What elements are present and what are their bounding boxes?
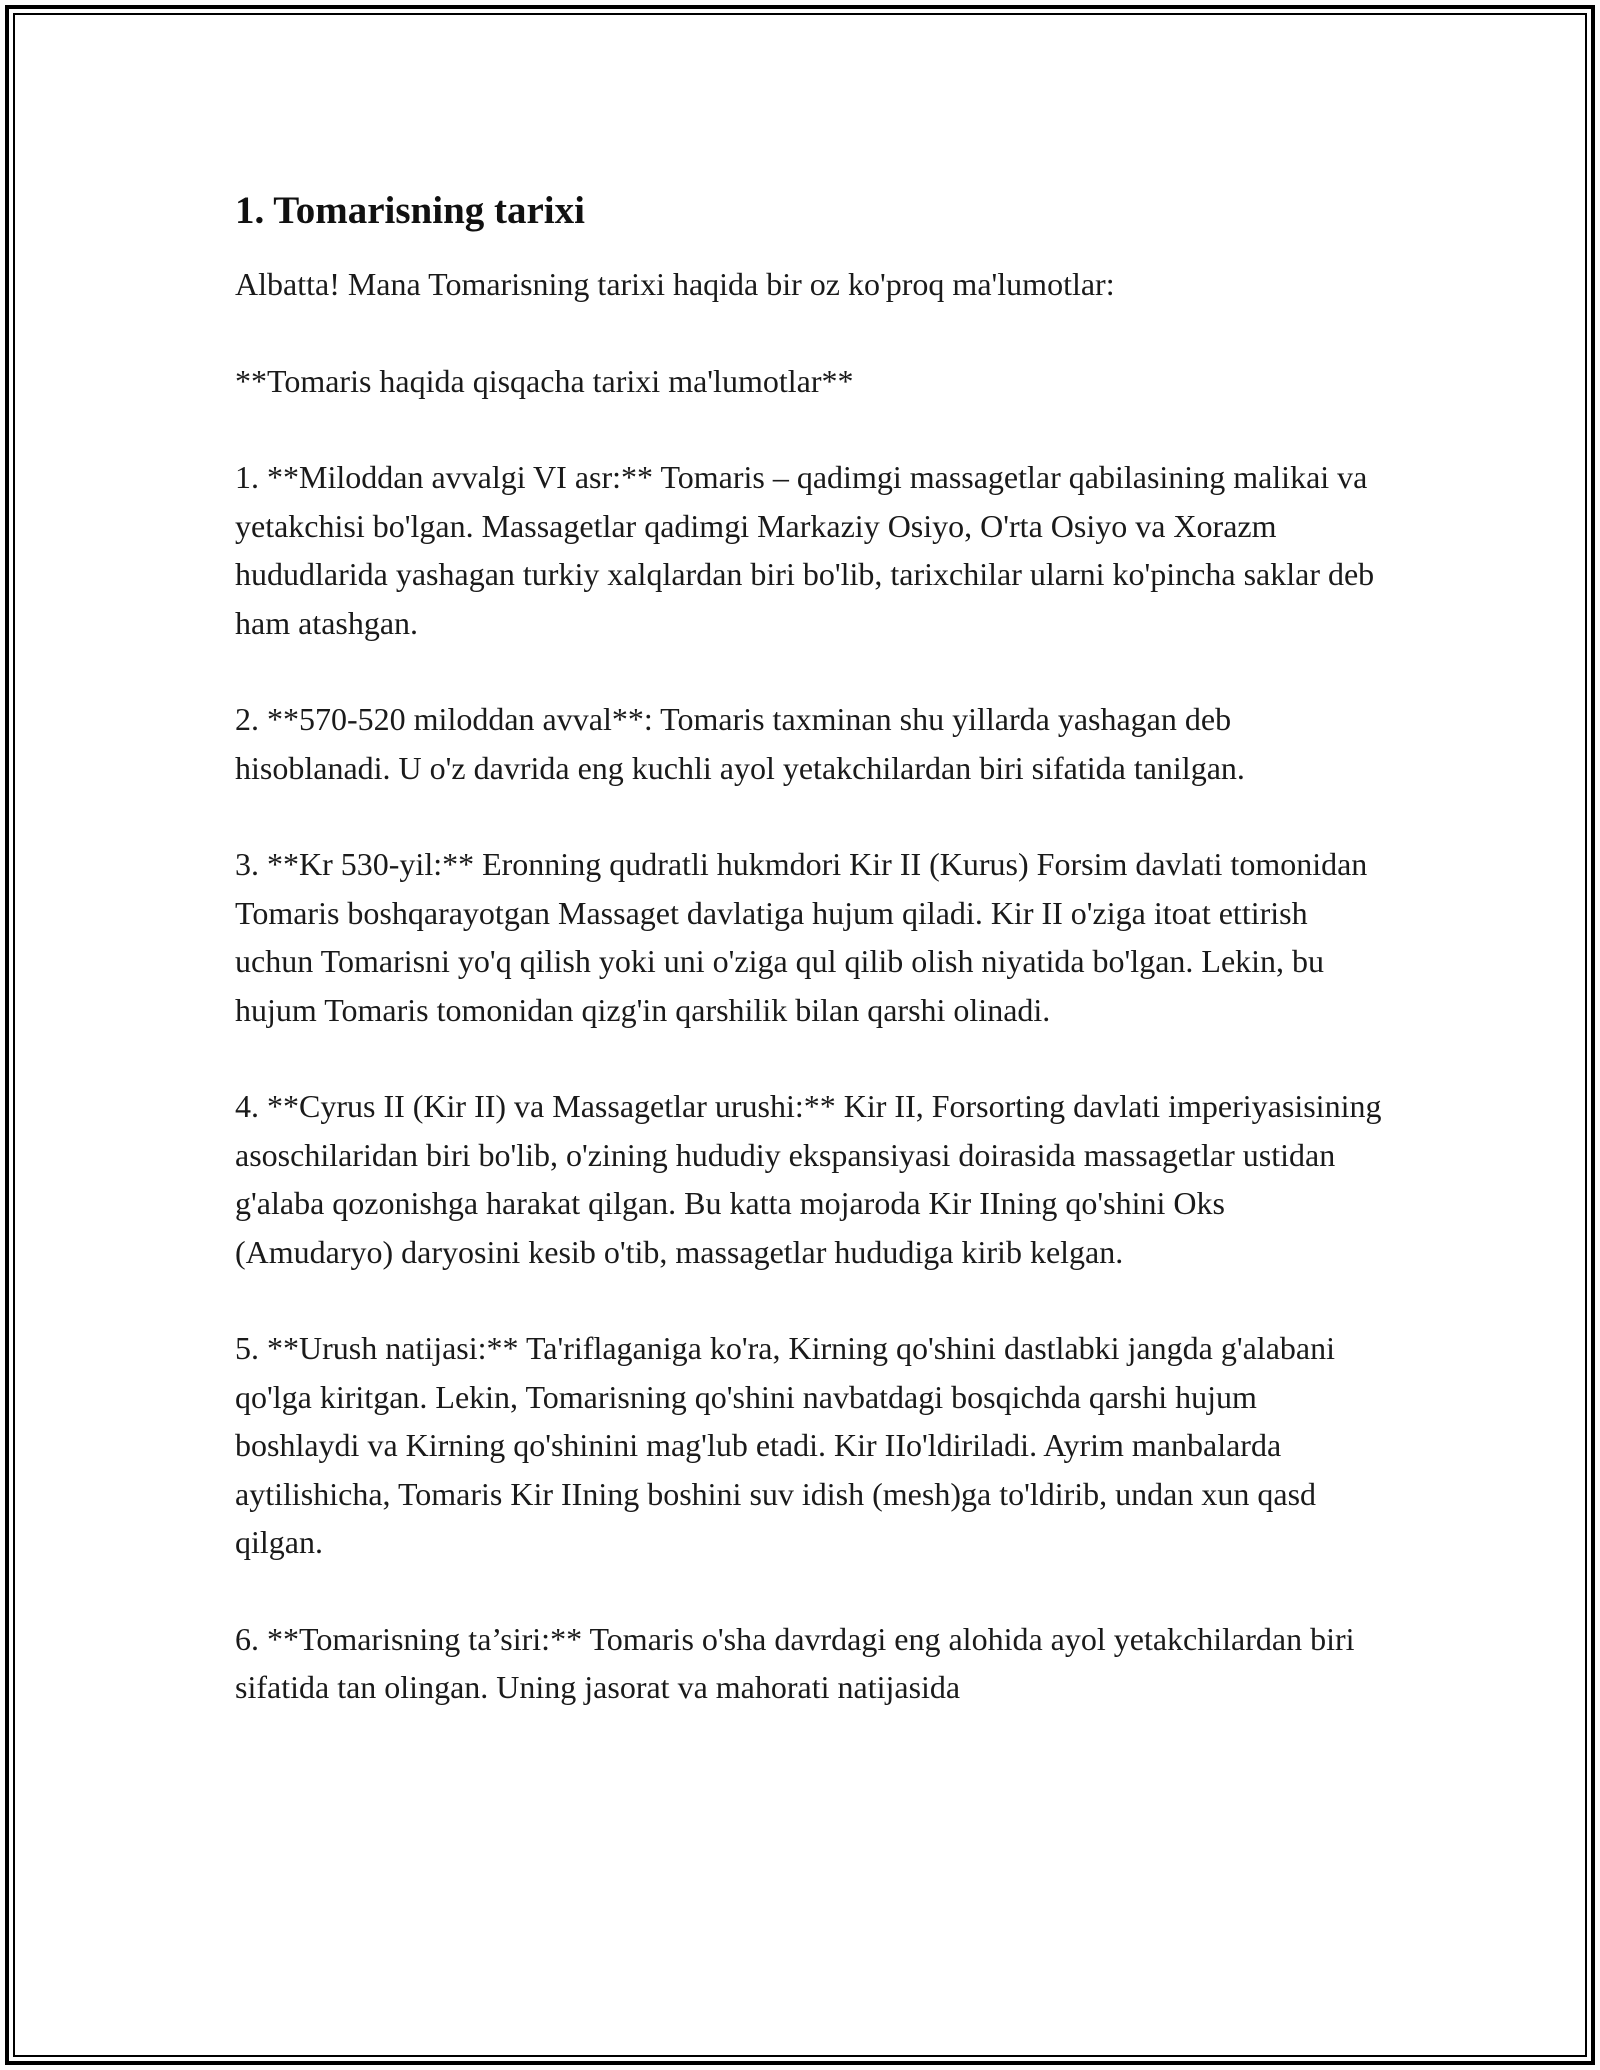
list-item-1: 1. **Miloddan avvalgi VI asr:** Tomaris – qadimgi massagetlar qabilasining malikai va yetakchisi bo'lgan. Massagetlar qadimgi Markaziy Osiyo, O'rta Osiyo va Xorazm hududlarida yashagan turkiy xalqlardan biri bo'lib, tarixchilar ularni ko'pincha saklar deb ham atashgan.: [235, 459, 1375, 641]
list-item-6: 6. **Tomarisning ta’siri:** Tomaris o'sha davrdagi eng alohida ayol yetakchilardan biri sifatida tan olingan. Uning jasorat va mahorati natijasida: [235, 1620, 1355, 1705]
intro-paragraph: Albatta! Mana Tomarisning tarixi haqida bir oz ko'proq ma'lumotlar:: [235, 266, 1115, 302]
list-item-4: 4. **Cyrus II (Kir II) va Massagetlar urushi:** Kir II, Forsorting davlati imperiyasisining asoschilaridan biri bo'lib, o'zining hududiy ekspansiyasi doirasida massagetlar ustidan g'alaba qozonishga harakat qilgan. Bu katta mojaroda Kir IIning qo'shini Oks (Amudaryo) daryosini kesib o'tib, massagetlar hududiga kirib kelgan.: [235, 1088, 1382, 1270]
list-item-3: 3. **Kr 530-yil:** Eronning qudratli hukmdori Kir II (Kurus) Forsim davlati tomonidan Tomaris boshqarayotgan Massaget davlatiga hujum qiladi. Kir II o'ziga itoat ettirish uchun Tomarisni yo'q qilish yoki uni o'ziga qul qilib olish niyatida bo'lgan. Lekin, bu hujum Tomaris tomonidan qizg'in qarshilik bilan qarshi olinadi.: [235, 846, 1368, 1028]
summary-title-paragraph: **Tomaris haqida qisqacha tarixi ma'lumotlar**: [235, 362, 854, 399]
document-body: [235, 186, 1385, 1760]
list-item-2: 2. **570-520 miloddan avval**: Tomaris taxminan shu yillarda yashagan deb hisoblanadi. U o'z davrida eng kuchli ayol yetakchilardan biri sifatida tanilgan.: [235, 701, 1245, 786]
list-item-5: 5. **Urush natijasi:** Ta'riflaganiga ko'ra, Kirning qo'shini dastlabki jangda g'alabani qo'lga kiritgan. Lekin, Tomarisning qo'shini navbatdagi bosqichda qarshi hujum boshlaydi va Kirning qo'shinini mag'lub etadi. Kir IIo'ldiriladi. Ayrim manbalarda aytilishicha, Tomaris Kir IIning boshini suv idish (mesh)ga to'ldirib, undan xun qasd qilgan.: [235, 1330, 1335, 1560]
section-heading: 1. Tomarisning tarixi: [235, 189, 585, 232]
